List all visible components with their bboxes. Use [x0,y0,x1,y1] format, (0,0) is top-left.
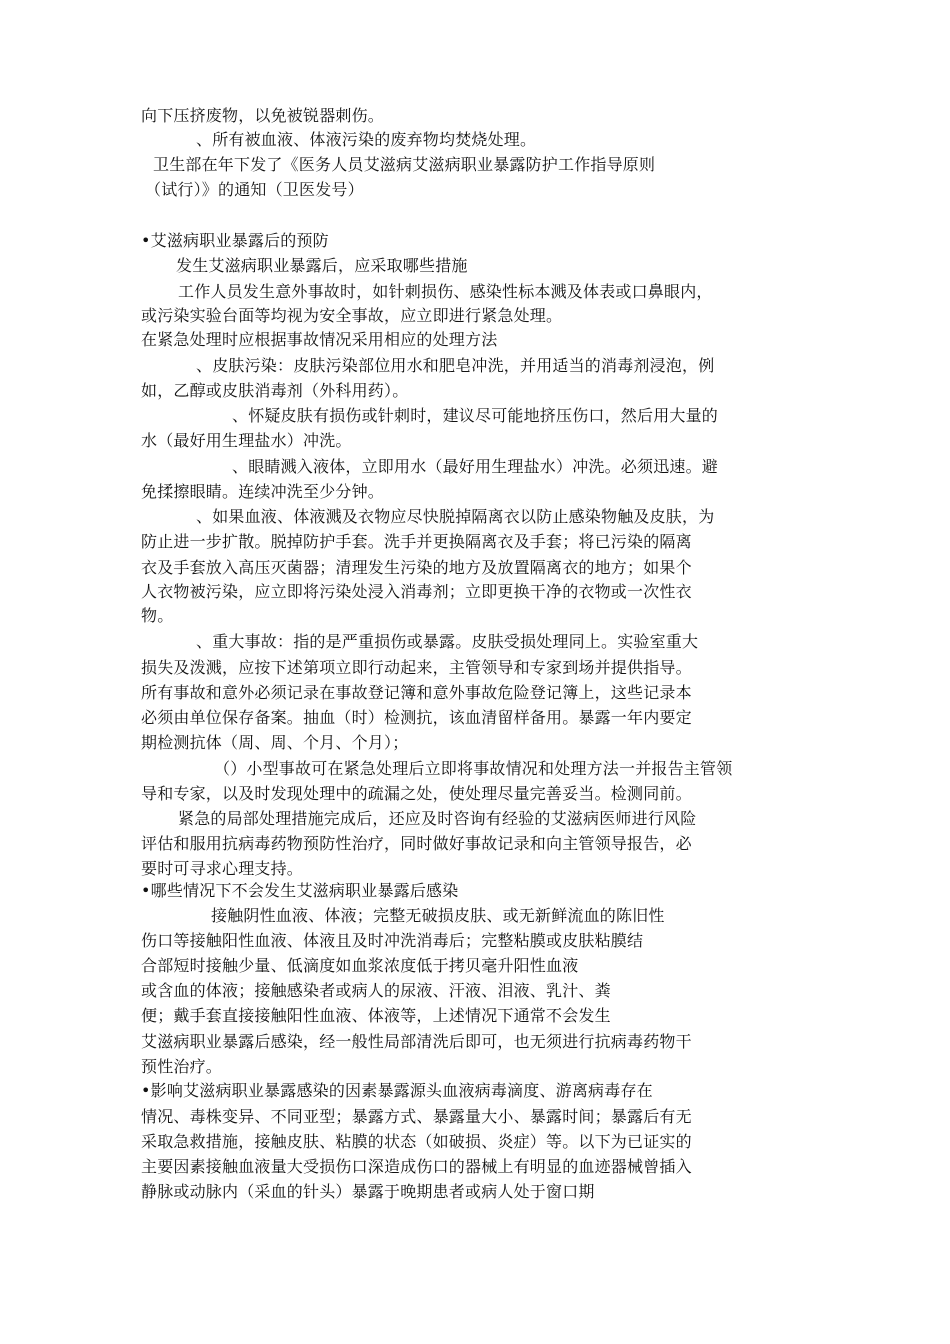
section-heading: •影响艾滋病职业暴露感染的因素暴露源头血液病毒滴度、游离病毒存在 [141,1081,653,1100]
text-line: （）小型事故可在紧急处理后立即将事故情况和处理方法一并报告主管领 [214,759,733,778]
text-line: 采取急救措施，接触皮肤、粘膜的状态（如破损、炎症）等。以下为已证实的 [141,1132,692,1151]
text-line: 衣及手套放入高压灭菌器；清理发生污染的地方及放置隔离衣的地方；如果个 [141,558,692,577]
text-line: 、眼睛溅入液体，立即用水（最好用生理盐水）冲洗。必须迅速。避 [232,457,719,476]
text-line: 主要因素接触血液量大受损伤口深造成伤口的器械上有明显的血迹器械曾插入 [141,1157,692,1176]
text-line: 或含血的体液；接触感染者或病人的尿液、汗液、泪液、乳汁、粪 [141,981,611,1000]
section-heading: •艾滋病职业暴露后的预防 [141,231,329,250]
text-line: 伤口等接触阳性血液、体液且及时冲洗消毒后；完整粘膜或皮肤粘膜结 [141,931,644,950]
text-line: 防止进一步扩散。脱掉防护手套。洗手并更换隔离衣及手套；将已污染的隔离 [141,532,692,551]
text-line: 、重大事故：指的是严重损伤或暴露。皮肤受损处理同上。实验室重大 [196,632,699,651]
text-line: 情况、毒株变异、不同亚型；暴露方式、暴露量大小、暴露时间；暴露后有无 [141,1107,692,1126]
text-line: 发生艾滋病职业暴露后，应采取哪些措施 [176,256,468,275]
text-line: 向下压挤废物，以免被锐器刺伤。 [141,106,385,125]
text-line: 工作人员发生意外事故时，如针刺损伤、感染性标本溅及体表或口鼻眼内， [178,282,713,301]
text-line: （试行）》的通知（卫医发号） [145,180,364,199]
text-line: 、怀疑皮肤有损伤或针刺时，建议尽可能地挤压伤口，然后用大量的 [232,406,719,425]
text-line: 如，乙醇或皮肤消毒剂（外科用药）。 [141,381,409,400]
text-line: 、所有被血液、体液污染的废弃物均焚烧处理。 [196,130,537,149]
text-line: 水（最好用生理盐水）冲洗。 [141,431,352,450]
section-heading: •哪些情况下不会发生艾滋病职业暴露后感染 [141,881,459,900]
text-line: 损失及泼溅，应按下述第项立即行动起来，主管领导和专家到场并提供指导。 [141,658,692,677]
text-line: 静脉或动脉内（采血的针头）暴露于晚期患者或病人处于窗口期 [141,1182,595,1201]
text-line: 人衣物被污染，应立即将污染处浸入消毒剂；立即更换干净的衣物或一次性衣 [141,582,692,601]
text-line: 或污染实验台面等均视为安全事故，应立即进行紧急处理。 [141,306,563,325]
text-line: 、皮肤污染：皮肤污染部位用水和肥皂冲洗，并用适当的消毒剂浸泡，例 [196,356,715,375]
text-line: 免揉擦眼睛。连续冲洗至少分钟。 [141,482,385,501]
text-line: 所有事故和意外必须记录在事故登记簿和意外事故危险登记簿上，这些记录本 [141,683,692,702]
text-line: 必须由单位保存备案。抽血（时）检测抗，该血清留样备用。暴露一年内要定 [141,708,692,727]
text-line: 预性治疗。 [141,1057,223,1076]
text-line: 导和专家，以及时发现处理中的疏漏之处，使处理尽量完善妥当。检测同前。 [141,784,692,803]
text-line: 合部短时接触少量、低滴度如血浆浓度低于拷贝毫升阳性血液 [141,956,579,975]
text-line: 评估和服用抗病毒药物预防性治疗，同时做好事故记录和向主管领导报告，必 [141,834,692,853]
text-line: 便；戴手套直接接触阳性血液、体液等，上述情况下通常不会发生 [141,1006,611,1025]
text-line: 物。 [141,606,174,625]
text-line: 要时可寻求心理支持。 [141,859,304,878]
text-line: 接触阴性血液、体液；完整无破损皮肤、或无新鲜流血的陈旧性 [211,906,665,925]
text-line: 在紧急处理时应根据事故情况采用相应的处理方法 [141,330,498,349]
text-line: 艾滋病职业暴露后感染，经一般性局部清洗后即可，也无须进行抗病毒药物干 [141,1032,692,1051]
text-line: 卫生部在年下发了《医务人员艾滋病艾滋病职业暴露防护工作指导原则 [153,155,656,174]
text-line: 期检测抗体（周、周、个月、个月）； [141,733,409,752]
text-line: 、如果血液、体液溅及衣物应尽快脱掉隔离衣以防止感染物触及皮肤，为 [196,507,715,526]
text-line: 紧急的局部处理措施完成后，还应及时咨询有经验的艾滋病医师进行风险 [178,809,697,828]
